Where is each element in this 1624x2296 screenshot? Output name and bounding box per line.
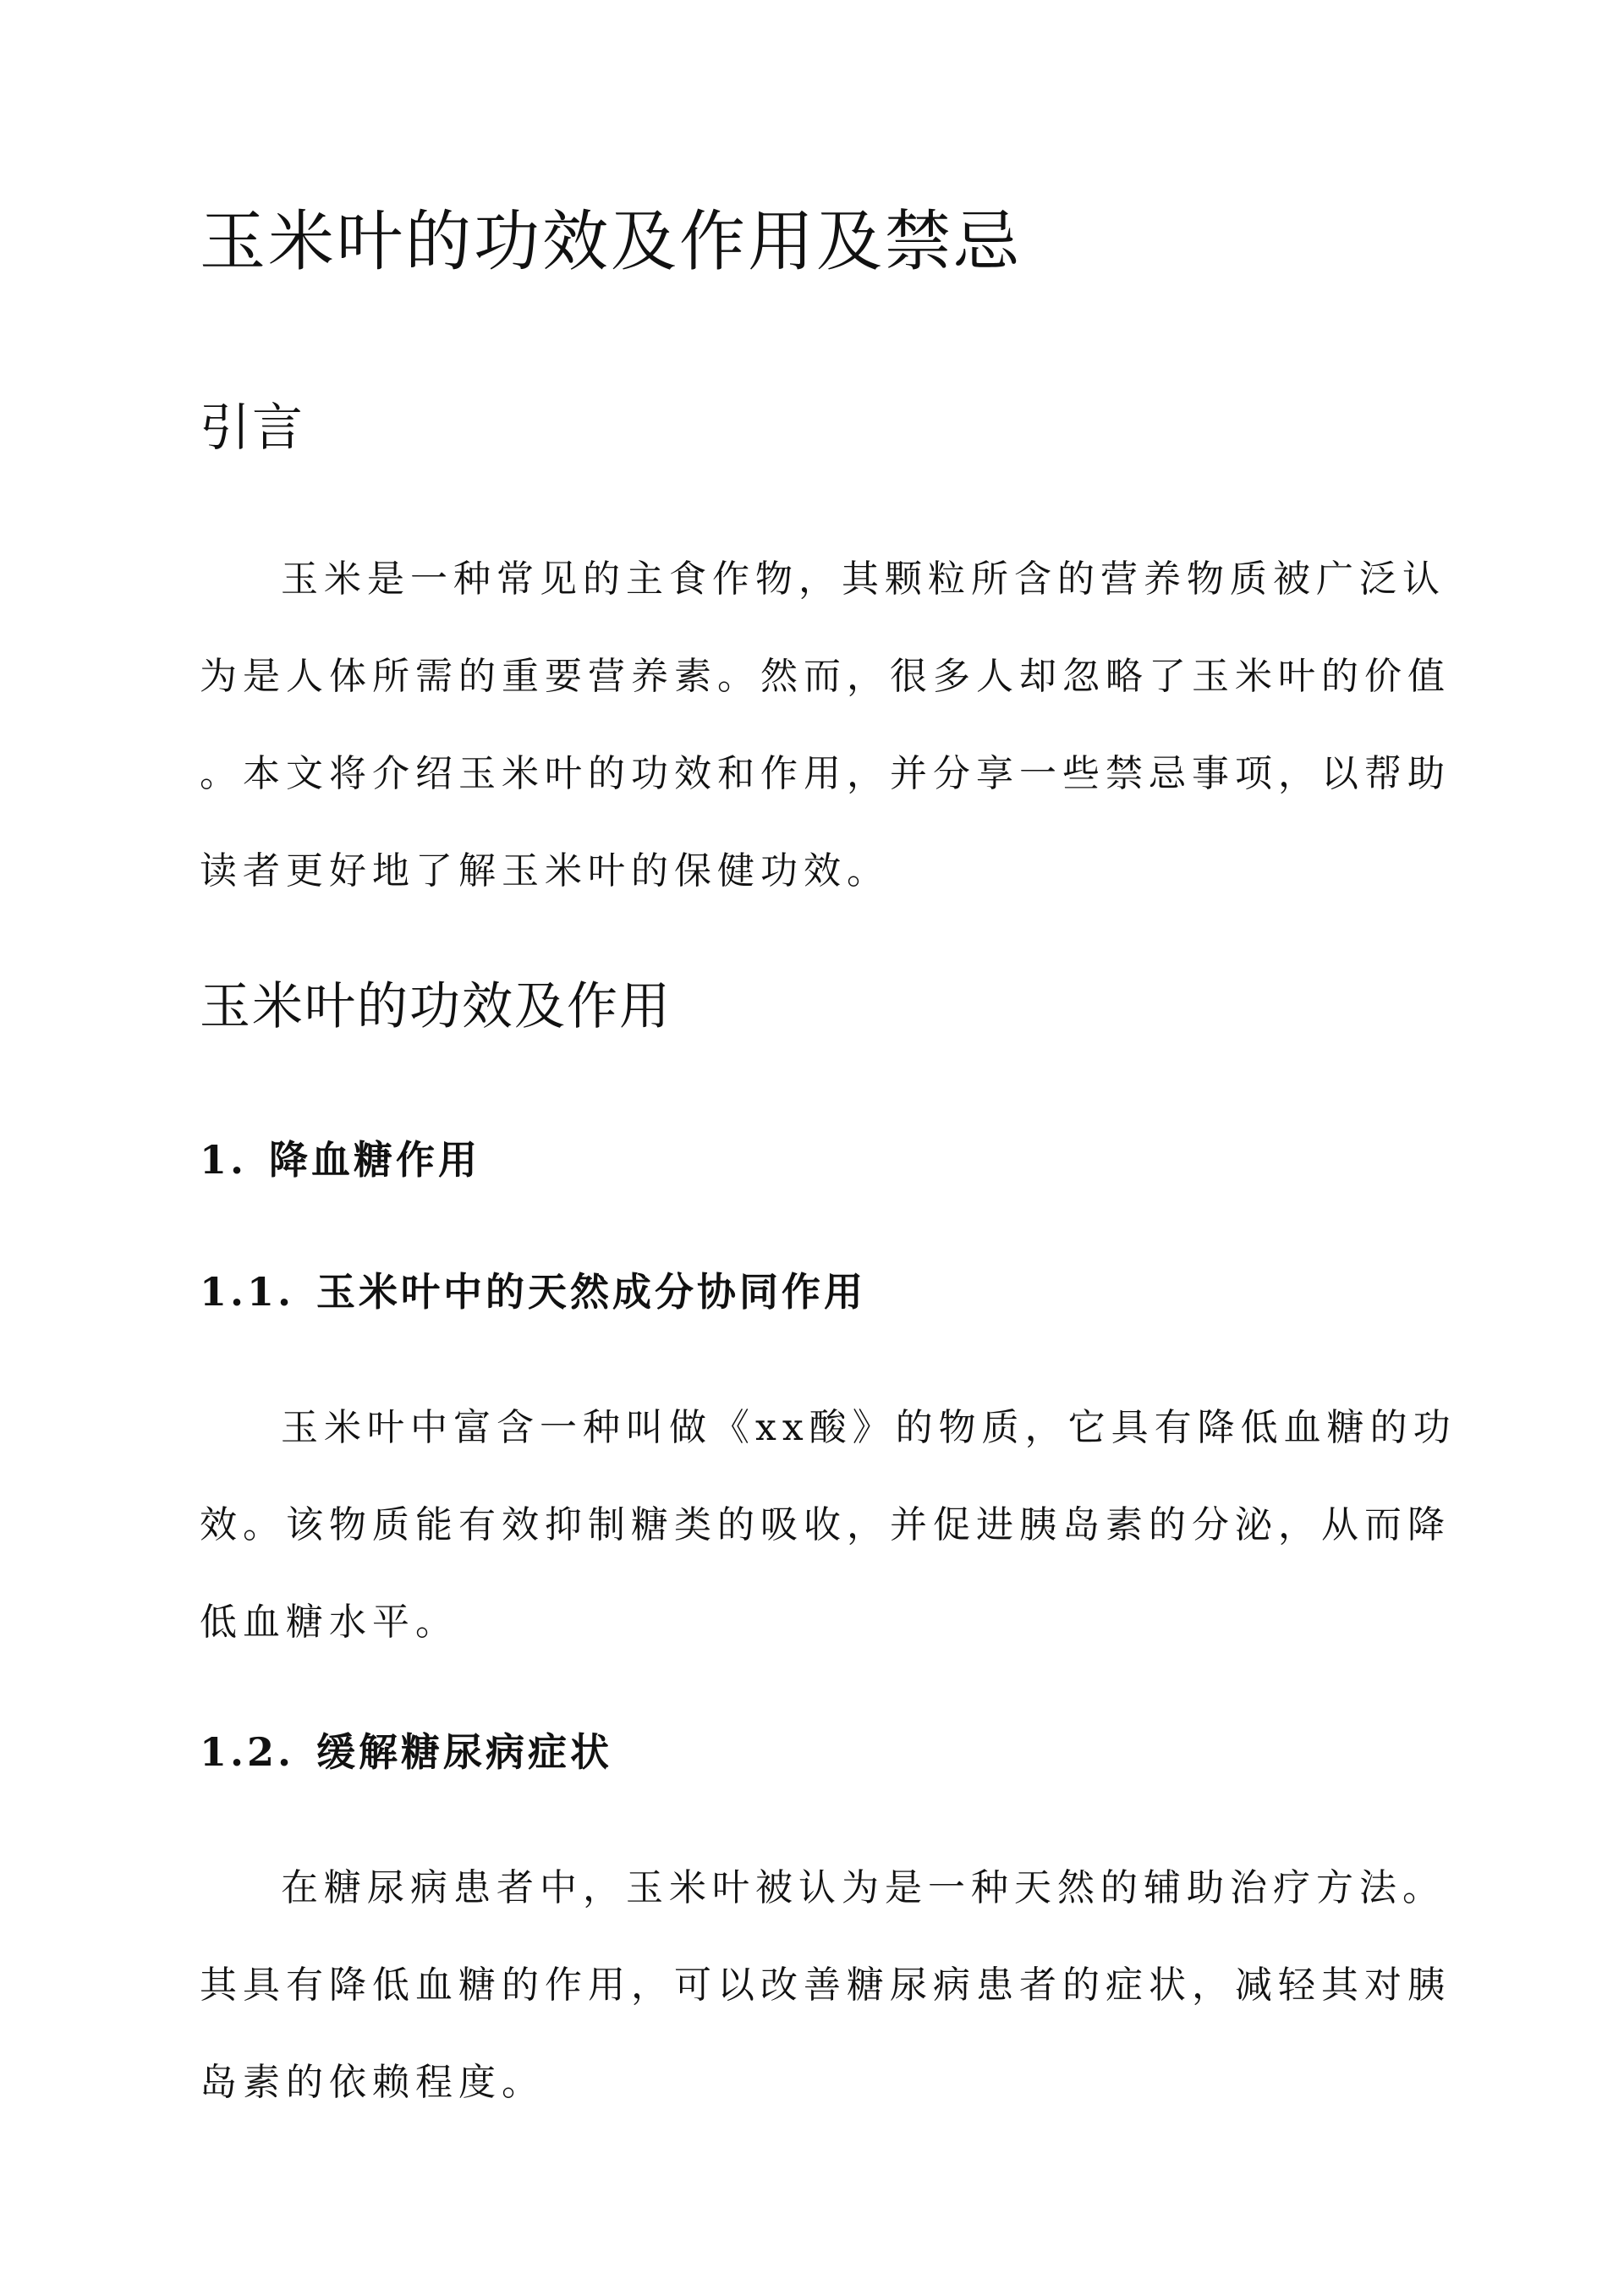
- intro-paragraph: [200, 530, 1451, 920]
- paragraph-1-1-line-3: 低血糖水平。: [200, 1601, 458, 1644]
- subheading-1-label: 降血糖作用: [269, 1137, 481, 1183]
- paragraph-1-2: [200, 1839, 1451, 2131]
- document-title: 玉米叶的功效及作用及禁忌: [200, 204, 1023, 280]
- subheading-1-1: [200, 1262, 866, 1321]
- paragraph-1-1: [200, 1379, 1457, 1671]
- subheading-1-2-number: 1.2.: [200, 1729, 295, 1775]
- intro-line-3: 。本文将介绍玉米叶的功效和作用，并分享一些禁忌事项，以帮助: [200, 752, 1451, 795]
- paragraph-1-2-line-1: 在糖尿病患者中，玉米叶被认为是一种天然的辅助治疗方法。: [281, 1866, 1446, 1909]
- subheading-1: [200, 1130, 480, 1189]
- intro-line-4: 读者更好地了解玉米叶的保健功效。: [200, 849, 890, 893]
- intro-line-1: 玉米是一种常见的主食作物，其颗粒所含的营养物质被广泛认: [281, 558, 1446, 601]
- intro-heading: 引言: [200, 398, 304, 458]
- subheading-1-number: 1.: [200, 1137, 248, 1183]
- intro-line-2: 为是人体所需的重要营养素。然而，很多人却忽略了玉米叶的价值: [200, 655, 1451, 698]
- paragraph-1-1-line-2: 效。该物质能有效抑制糖类的吸收，并促进胰岛素的分泌，从而降: [200, 1503, 1451, 1546]
- paragraph-1-2-line-3: 岛素的依赖程度。: [200, 2061, 545, 2104]
- subheading-1-2: [200, 1722, 612, 1782]
- paragraph-1-1-line-1: 玉米叶中富含一种叫做《xx酸》的物质，它具有降低血糖的功: [281, 1406, 1457, 1449]
- subheading-1-2-label: 缓解糖尿病症状: [316, 1729, 613, 1775]
- section-heading: 玉米叶的功效及作用: [200, 977, 672, 1036]
- subheading-1-1-number: 1.1.: [200, 1269, 295, 1315]
- subheading-1-1-label: 玉米叶中的天然成分协同作用: [316, 1269, 867, 1315]
- paragraph-1-2-line-2: 其具有降低血糖的作用，可以改善糖尿病患者的症状，减轻其对胰: [200, 1964, 1451, 2007]
